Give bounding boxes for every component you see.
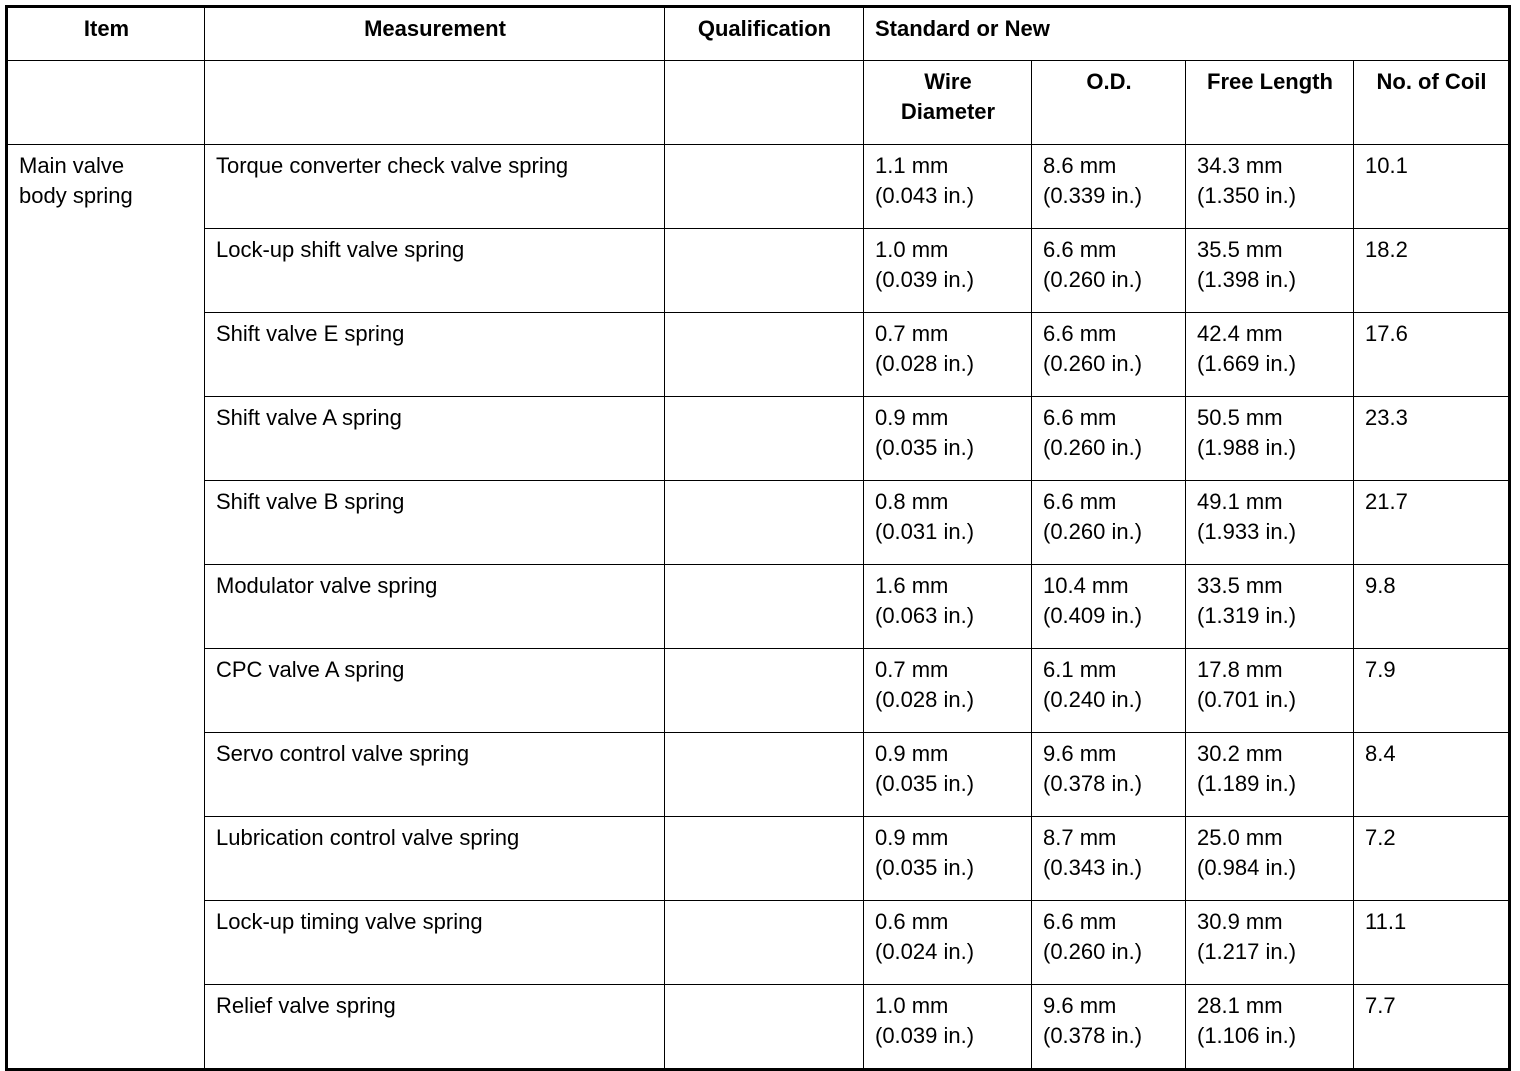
od-mm: 8.6 mm (1043, 153, 1117, 178)
od-mm: 6.6 mm (1043, 909, 1117, 934)
free-length-cell (1186, 313, 1354, 397)
od-mm: 6.1 mm (1043, 657, 1117, 682)
table-row (7, 565, 1510, 649)
subheader-wire-line2: Diameter (900, 99, 996, 124)
wire-in: (0.039 in.) (875, 267, 975, 292)
table-row (7, 481, 1510, 565)
wire-mm: 0.9 mm (875, 405, 949, 430)
len-mm: 34.3 mm (1197, 153, 1283, 178)
wire-in: (0.039 in.) (875, 1023, 975, 1048)
wire-in: (0.028 in.) (875, 687, 975, 712)
wire-diameter-cell (864, 985, 1032, 1070)
od-mm: 10.4 mm (1043, 573, 1129, 598)
free-length-cell (1186, 229, 1354, 313)
coils-cell: 10.1 (1354, 145, 1510, 229)
wire-mm: 1.1 mm (875, 153, 949, 178)
od-mm: 6.6 mm (1043, 237, 1117, 262)
free-length-cell (1186, 397, 1354, 481)
coils-cell: 7.9 (1354, 649, 1510, 733)
free-length-cell (1186, 649, 1354, 733)
od-cell (1032, 733, 1186, 817)
item-name-cell (7, 145, 205, 1070)
free-length-cell (1186, 145, 1354, 229)
od-mm: 6.6 mm (1043, 405, 1117, 430)
wire-diameter-cell (864, 733, 1032, 817)
od-in: (0.260 in.) (1043, 519, 1143, 544)
wire-diameter-cell (864, 901, 1032, 985)
len-in: (1.933 in.) (1197, 519, 1297, 544)
wire-mm: 1.0 mm (875, 237, 949, 262)
coils-cell: 7.2 (1354, 817, 1510, 901)
od-cell (1032, 145, 1186, 229)
item-name-line2: body spring (19, 183, 133, 208)
measurement-cell: Relief valve spring (205, 985, 665, 1070)
od-mm: 6.6 mm (1043, 321, 1117, 346)
od-mm: 8.7 mm (1043, 825, 1117, 850)
wire-mm: 1.6 mm (875, 573, 949, 598)
measurement-cell: Lock-up timing valve spring (205, 901, 665, 985)
len-in: (1.350 in.) (1197, 183, 1297, 208)
subheader-od: O.D. (1032, 61, 1186, 145)
len-mm: 28.1 mm (1197, 993, 1283, 1018)
coils-cell: 18.2 (1354, 229, 1510, 313)
free-length-cell (1186, 985, 1354, 1070)
od-in: (0.260 in.) (1043, 351, 1143, 376)
od-cell (1032, 313, 1186, 397)
od-cell (1032, 481, 1186, 565)
od-cell (1032, 649, 1186, 733)
len-mm: 49.1 mm (1197, 489, 1283, 514)
subheader-empty-qualification (665, 61, 864, 145)
len-mm: 25.0 mm (1197, 825, 1283, 850)
len-in: (1.217 in.) (1197, 939, 1297, 964)
len-mm: 42.4 mm (1197, 321, 1283, 346)
coils-cell: 8.4 (1354, 733, 1510, 817)
wire-in: (0.024 in.) (875, 939, 975, 964)
len-in: (0.701 in.) (1197, 687, 1297, 712)
od-in: (0.339 in.) (1043, 183, 1143, 208)
len-in: (1.106 in.) (1197, 1023, 1297, 1048)
measurement-cell: Servo control valve spring (205, 733, 665, 817)
qualification-cell (665, 985, 864, 1070)
wire-mm: 0.9 mm (875, 825, 949, 850)
od-in: (0.260 in.) (1043, 435, 1143, 460)
free-length-cell (1186, 481, 1354, 565)
wire-in: (0.035 in.) (875, 771, 975, 796)
item-name-line1: Main valve (19, 153, 125, 178)
coils-cell: 17.6 (1354, 313, 1510, 397)
len-in: (1.189 in.) (1197, 771, 1297, 796)
od-mm: 6.6 mm (1043, 489, 1117, 514)
qualification-cell (665, 817, 864, 901)
od-cell (1032, 397, 1186, 481)
wire-in: (0.035 in.) (875, 435, 975, 460)
qualification-cell (665, 733, 864, 817)
free-length-cell (1186, 565, 1354, 649)
od-mm: 9.6 mm (1043, 993, 1117, 1018)
len-in: (1.669 in.) (1197, 351, 1297, 376)
od-mm: 9.6 mm (1043, 741, 1117, 766)
coils-cell: 23.3 (1354, 397, 1510, 481)
od-in: (0.343 in.) (1043, 855, 1143, 880)
od-cell (1032, 985, 1186, 1070)
coils-cell: 11.1 (1354, 901, 1510, 985)
subheader-row (7, 61, 1510, 145)
wire-in: (0.043 in.) (875, 183, 975, 208)
header-standard: Standard or New (864, 7, 1510, 61)
wire-in: (0.035 in.) (875, 855, 975, 880)
wire-in: (0.063 in.) (875, 603, 975, 628)
od-cell (1032, 229, 1186, 313)
qualification-cell (665, 145, 864, 229)
subheader-coils: No. of Coil (1354, 61, 1510, 145)
len-in: (0.984 in.) (1197, 855, 1297, 880)
subheader-free-length: Free Length (1186, 61, 1354, 145)
od-in: (0.409 in.) (1043, 603, 1143, 628)
table-row (7, 145, 1510, 229)
header-qualification: Qualification (665, 7, 864, 61)
wire-diameter-cell (864, 817, 1032, 901)
od-cell (1032, 817, 1186, 901)
wire-in: (0.028 in.) (875, 351, 975, 376)
header-item: Item (7, 7, 205, 61)
qualification-cell (665, 313, 864, 397)
measurement-cell: Lubrication control valve spring (205, 817, 665, 901)
table-row (7, 901, 1510, 985)
wire-diameter-cell (864, 145, 1032, 229)
len-in: (1.319 in.) (1197, 603, 1297, 628)
wire-mm: 0.7 mm (875, 657, 949, 682)
wire-mm: 0.8 mm (875, 489, 949, 514)
measurement-cell: Shift valve B spring (205, 481, 665, 565)
len-mm: 30.2 mm (1197, 741, 1283, 766)
table-row (7, 313, 1510, 397)
len-mm: 30.9 mm (1197, 909, 1283, 934)
header-measurement: Measurement (205, 7, 665, 61)
measurement-cell: Lock-up shift valve spring (205, 229, 665, 313)
od-in: (0.240 in.) (1043, 687, 1143, 712)
measurement-cell: CPC valve A spring (205, 649, 665, 733)
qualification-cell (665, 649, 864, 733)
len-in: (1.398 in.) (1197, 267, 1297, 292)
table-row (7, 229, 1510, 313)
subheader-wire-line1: Wire (924, 69, 972, 94)
od-in: (0.378 in.) (1043, 1023, 1143, 1048)
od-in: (0.260 in.) (1043, 267, 1143, 292)
len-mm: 50.5 mm (1197, 405, 1283, 430)
subheader-wire-diameter (864, 61, 1032, 145)
table-row (7, 985, 1510, 1070)
len-in: (1.988 in.) (1197, 435, 1297, 460)
coils-cell: 21.7 (1354, 481, 1510, 565)
od-cell (1032, 565, 1186, 649)
wire-diameter-cell (864, 565, 1032, 649)
free-length-cell (1186, 901, 1354, 985)
wire-in: (0.031 in.) (875, 519, 975, 544)
wire-diameter-cell (864, 313, 1032, 397)
len-mm: 33.5 mm (1197, 573, 1283, 598)
wire-diameter-cell (864, 229, 1032, 313)
od-in: (0.260 in.) (1043, 939, 1143, 964)
od-cell (1032, 901, 1186, 985)
spring-spec-table (5, 5, 1511, 1071)
wire-diameter-cell (864, 481, 1032, 565)
wire-mm: 0.6 mm (875, 909, 949, 934)
wire-mm: 0.7 mm (875, 321, 949, 346)
measurement-cell: Modulator valve spring (205, 565, 665, 649)
qualification-cell (665, 565, 864, 649)
coils-cell: 9.8 (1354, 565, 1510, 649)
header-row (7, 7, 1510, 61)
measurement-cell: Torque converter check valve spring (205, 145, 665, 229)
wire-mm: 1.0 mm (875, 993, 949, 1018)
qualification-cell (665, 901, 864, 985)
coils-cell: 7.7 (1354, 985, 1510, 1070)
measurement-cell: Shift valve A spring (205, 397, 665, 481)
od-in: (0.378 in.) (1043, 771, 1143, 796)
len-mm: 17.8 mm (1197, 657, 1283, 682)
qualification-cell (665, 481, 864, 565)
wire-diameter-cell (864, 649, 1032, 733)
qualification-cell (665, 229, 864, 313)
subheader-empty-measurement (205, 61, 665, 145)
measurement-cell: Shift valve E spring (205, 313, 665, 397)
table-row (7, 733, 1510, 817)
len-mm: 35.5 mm (1197, 237, 1283, 262)
table-row (7, 817, 1510, 901)
table-row (7, 397, 1510, 481)
wire-diameter-cell (864, 397, 1032, 481)
subheader-empty-item (7, 61, 205, 145)
table-row (7, 649, 1510, 733)
free-length-cell (1186, 817, 1354, 901)
wire-mm: 0.9 mm (875, 741, 949, 766)
qualification-cell (665, 397, 864, 481)
free-length-cell (1186, 733, 1354, 817)
